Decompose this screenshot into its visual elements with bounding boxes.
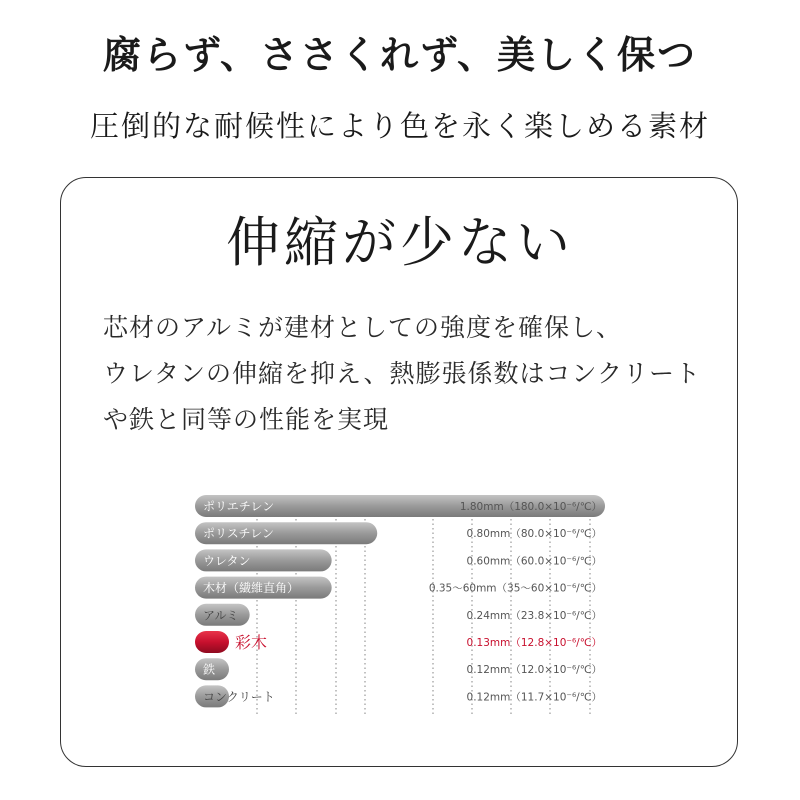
expansion-bar-chart — [190, 490, 610, 720]
description-line-1: 芯材のアルミが建材としての強度を確保し、 — [103, 313, 623, 342]
value-label-4: 0.24mm（23.8×10⁻⁶/℃） — [466, 609, 602, 622]
value-label-5: 0.13mm（12.8×10⁻⁶/℃） — [466, 637, 602, 649]
description-line-2: ウレタンの伸縮を抑え、熱膨張係数はコンクリート — [103, 359, 702, 388]
card-title: 伸縮が少ない — [226, 211, 574, 274]
category-label-7: コンクリート — [203, 689, 275, 704]
category-label-5: 彩木 — [235, 633, 268, 652]
category-label-4: アルミ — [203, 608, 239, 623]
description-line-3: や鉄と同等の性能を実現 — [103, 405, 390, 434]
card-description — [103, 305, 723, 443]
headline: 腐らず、ささくれず、美しく保つ — [103, 32, 697, 77]
category-label-6: 鉄 — [203, 662, 216, 677]
value-label-3: 0.35～60mm（35～60×10⁻⁶/℃） — [428, 582, 602, 595]
value-label-1: 0.80mm（80.0×10⁻⁶/℃） — [466, 528, 602, 541]
category-label-0: ポリエチレン — [203, 499, 275, 514]
value-label-0: 1.80mm（180.0×10⁻⁶/℃） — [459, 501, 602, 513]
value-label-7: 0.12mm（11.7×10⁻⁶/℃） — [466, 691, 602, 704]
category-label-3: 木材（繊維直角） — [203, 581, 300, 596]
subheadline: 圧倒的な耐候性により色を永く楽しめる素材 — [89, 109, 710, 143]
value-label-6: 0.12mm（12.0×10⁻⁶/℃） — [466, 664, 602, 677]
category-label-2: ウレタン — [203, 553, 251, 568]
bar-5 — [195, 631, 229, 653]
value-label-2: 0.60mm（60.0×10⁻⁶/℃） — [466, 555, 602, 568]
category-label-1: ポリスチレン — [203, 526, 274, 541]
